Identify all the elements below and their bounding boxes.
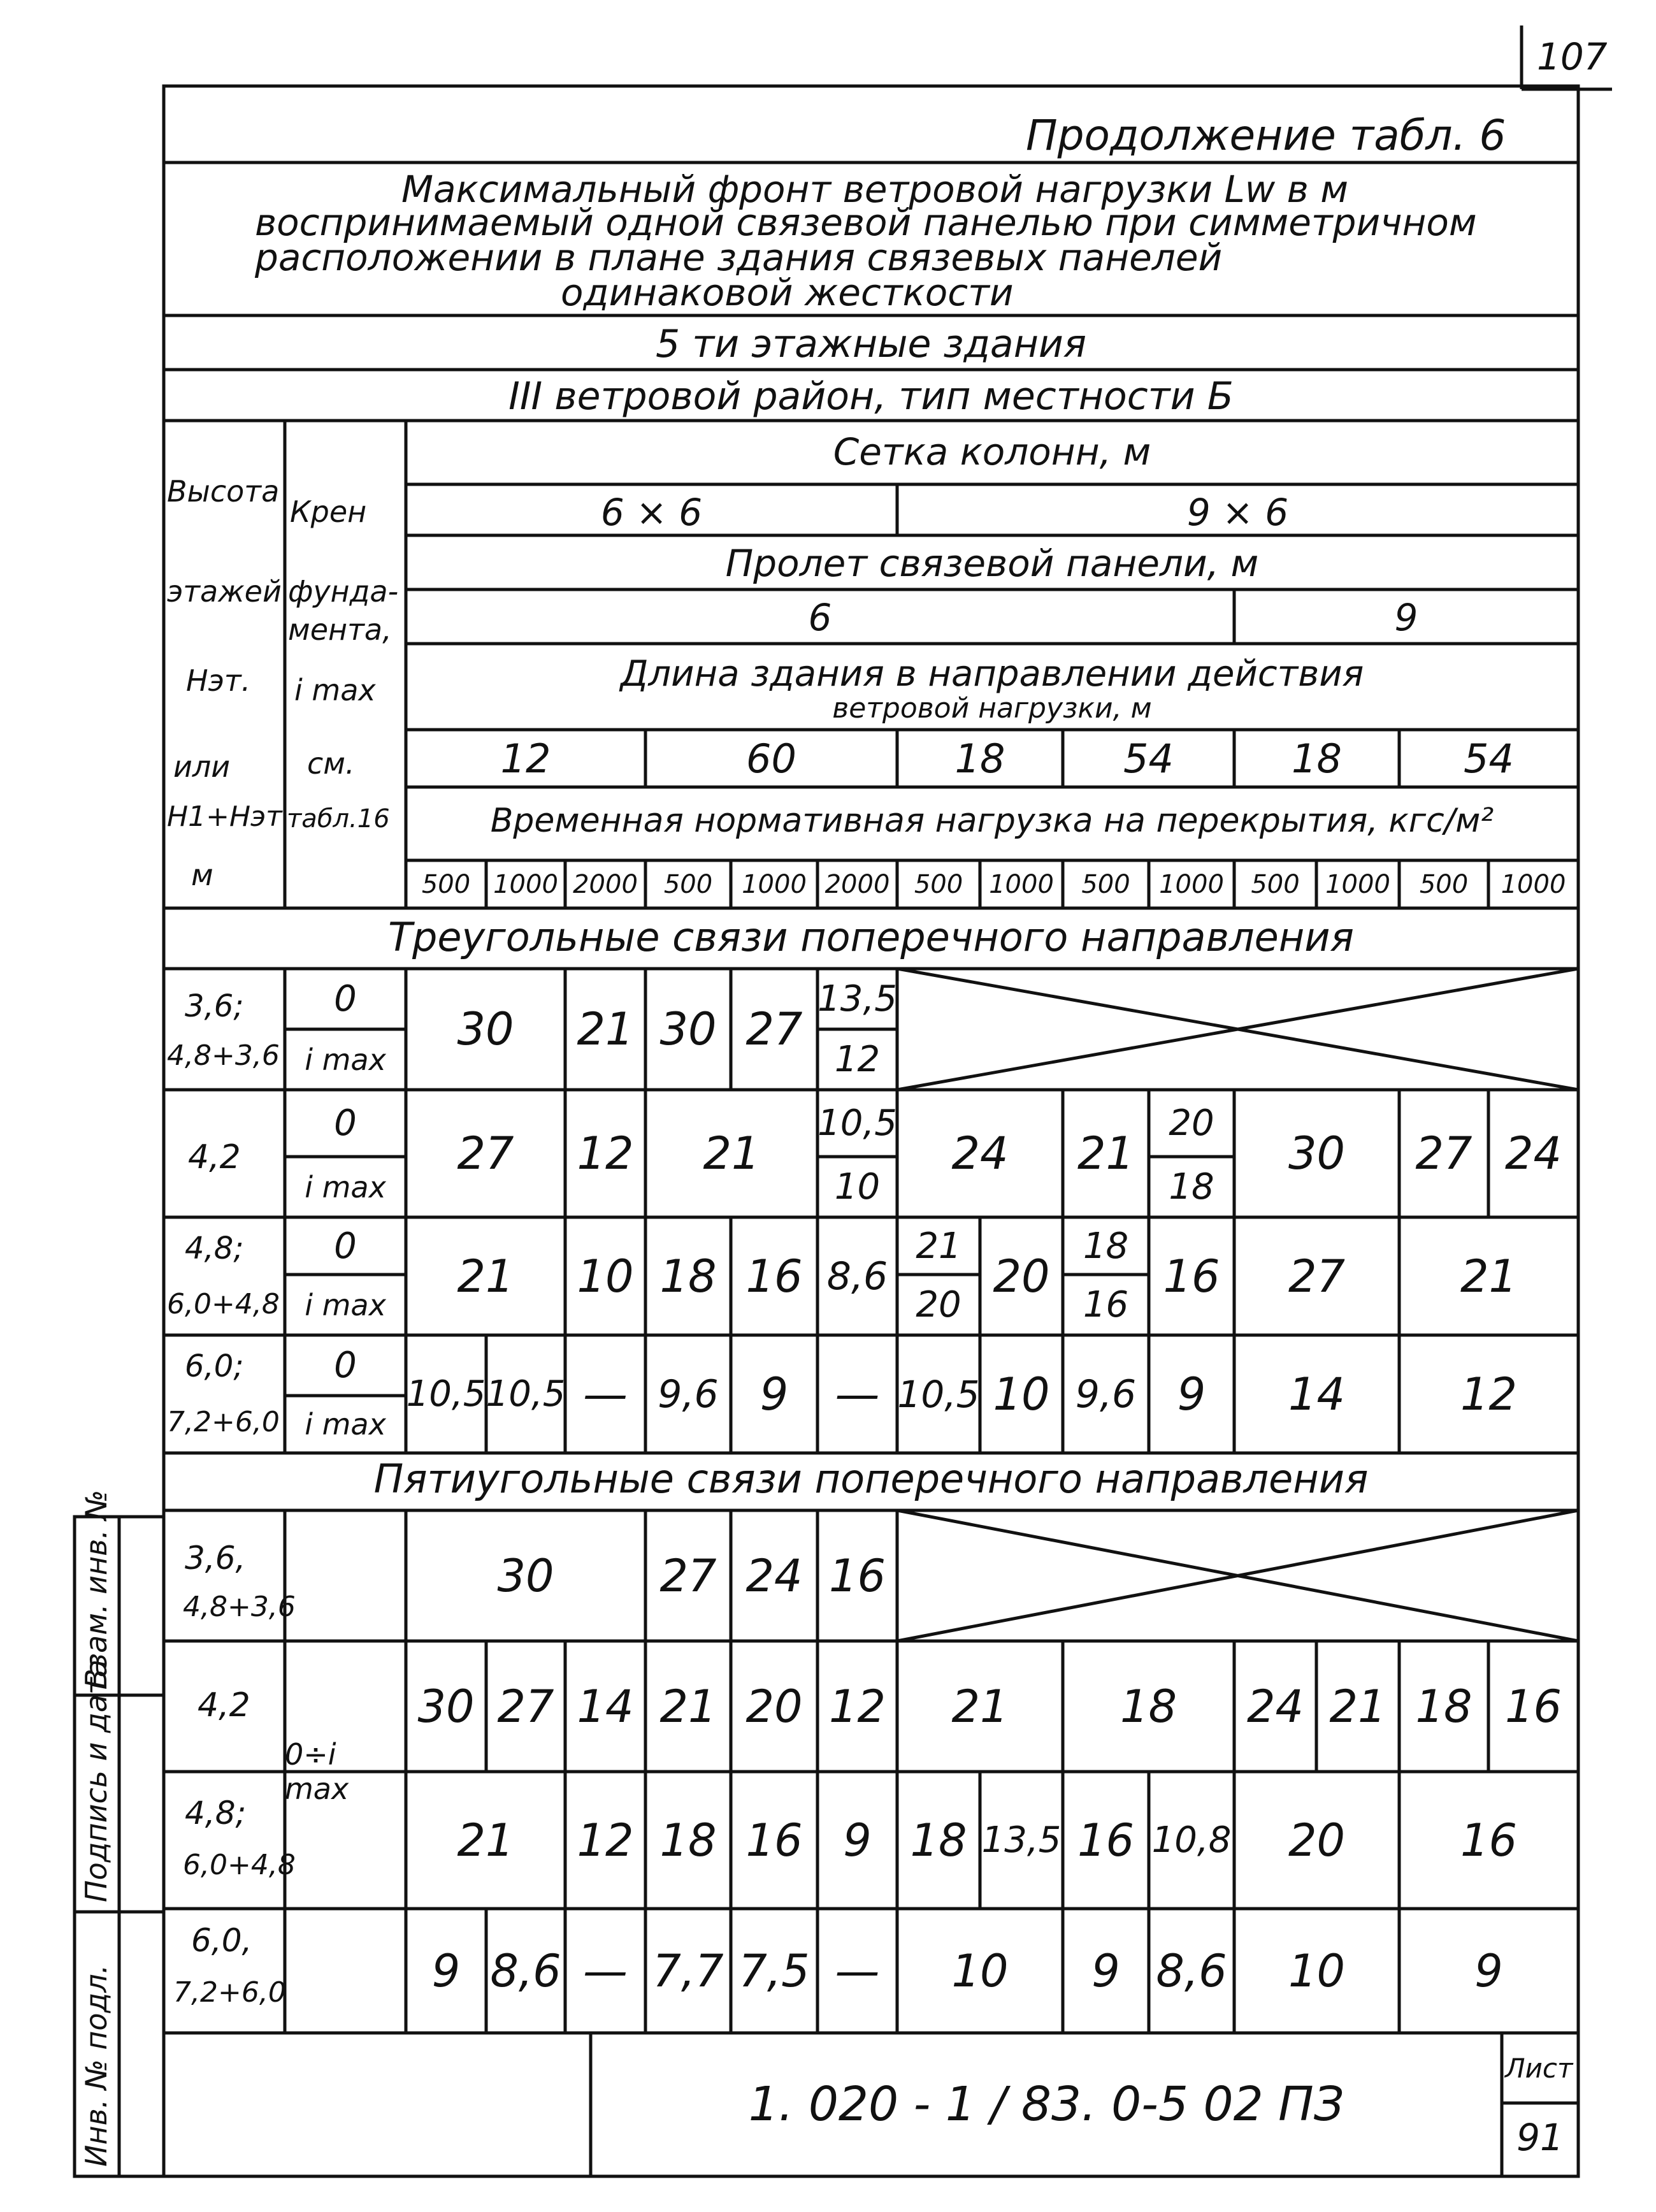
tilt-zero: 0 (334, 1102, 357, 1144)
value-cell: 27 (1288, 1250, 1346, 1303)
pent-height-4b: 7,2+6,0 (173, 1976, 286, 2009)
value-cell: 10,5 (406, 1373, 486, 1415)
title-line-1: Максимальный фронт ветровой нагрузки Lw в м (401, 168, 1349, 211)
value-cell: 20 (916, 1284, 961, 1326)
title-line-4: одинаковой жесткости (561, 271, 1014, 314)
wind-region: III ветровой район, тип местности Б (508, 374, 1234, 419)
continuation-label: Продолжение табл. 6 (1026, 111, 1506, 160)
value-cell: 10 (577, 1250, 634, 1303)
tri-height-3b: 6,0+4,8 (167, 1288, 280, 1320)
value-cell: 16 (1460, 1814, 1518, 1867)
tilt-range: 0÷i max (285, 1737, 349, 1806)
value-cell: 8,6 (490, 1944, 561, 1997)
value-cell: 16 (745, 1250, 803, 1303)
length-18a: 18 (954, 735, 1005, 782)
value-cell: 30 (497, 1549, 554, 1602)
title-line-2: воспринимаемый одной связевой панелью при симметричном (255, 201, 1477, 244)
value-cell: 18 (659, 1814, 717, 1867)
column-grid-9x6: 9 × 6 (1186, 491, 1289, 534)
value-cell: 13,5 (817, 978, 897, 1020)
building-type: 5 ти этажные здания (655, 322, 1087, 366)
value-cell: 12 (577, 1127, 634, 1180)
tilt-header-1: Крен (290, 495, 367, 529)
value-cell: 10,5 (486, 1373, 566, 1415)
tri-height-1b: 4,8+3,6 (167, 1039, 280, 1072)
value-cell: 8,6 (826, 1254, 888, 1299)
value-cell: 27 (659, 1549, 717, 1602)
value-cell: 16 (1077, 1814, 1135, 1867)
height-header-4: или (173, 749, 231, 784)
load-cell: 1000 (742, 869, 807, 899)
value-cell: 9 (431, 1944, 461, 1997)
tilt-zero: 0 (334, 1345, 357, 1386)
value-cell: 30 (417, 1680, 475, 1733)
stamp-inventory-label: Инв. № подл. (79, 1964, 113, 2167)
pent-height-3b: 6,0+4,8 (183, 1849, 296, 1881)
value-cell: 18 (659, 1250, 717, 1303)
value-cell: 27 (1415, 1127, 1472, 1180)
pent-height-1b: 4,8+3,6 (183, 1591, 296, 1623)
tri-height-2: 4,2 (188, 1138, 241, 1176)
value-cell: 9,6 (1075, 1371, 1137, 1417)
value-cell: 12 (577, 1814, 634, 1867)
value-cell: 8,6 (1156, 1944, 1227, 1997)
length-12: 12 (500, 735, 551, 782)
pent-height-1a: 3,6, (185, 1540, 246, 1577)
value-cell: 9 (1177, 1368, 1206, 1420)
load-cell: 500 (1081, 869, 1130, 899)
value-cell: 20 (745, 1680, 803, 1733)
value-cell: 21 (1077, 1127, 1135, 1180)
value-cell: 12 (1460, 1368, 1518, 1420)
sheet-number: 91 (1516, 2116, 1564, 2159)
value-cell: — (835, 1944, 880, 1997)
span-6: 6 (808, 596, 832, 639)
column-grid-6x6: 6 × 6 (600, 491, 703, 534)
value-cell: 13,5 (981, 1819, 1062, 1861)
value-cell: — (583, 1368, 628, 1420)
tilt-imax: i max (305, 1169, 386, 1204)
load-label: Временная нормативная нагрузка на перекрытия, кгс/м² (490, 802, 1494, 840)
height-header-2: этажей (167, 574, 282, 609)
value-cell: 10 (1288, 1944, 1346, 1997)
length-label-1: Длина здания в направлении действия (620, 653, 1364, 695)
load-cell: 500 (663, 869, 713, 899)
value-cell: 24 (745, 1549, 803, 1602)
height-header-6: м (191, 858, 213, 892)
height-header-1: Высота (167, 474, 280, 509)
value-cell: 21 (703, 1127, 760, 1180)
tilt-header-6: табл.16 (287, 804, 390, 834)
title-line-3: расположении в плане здания связевых панелей (255, 236, 1223, 279)
load-cell: 500 (421, 869, 471, 899)
value-cell: 7,5 (738, 1944, 810, 1997)
value-cell: 9 (1474, 1944, 1503, 1997)
value-cell: 18 (1169, 1166, 1214, 1208)
value-cell: 18 (1083, 1225, 1129, 1267)
document-code: 1. 020 - 1 / 83. 0-5 02 ПЗ (748, 2077, 1344, 2132)
value-cell: — (583, 1944, 628, 1997)
value-cell: 21 (457, 1814, 514, 1867)
value-cell: 27 (457, 1127, 514, 1180)
value-cell: 18 (910, 1814, 967, 1867)
tri-height-3a: 4,8; (185, 1231, 244, 1266)
value-cell: 16 (745, 1814, 803, 1867)
load-cell: 1000 (1325, 869, 1390, 899)
value-cell: 9 (1091, 1944, 1120, 1997)
load-cell: 1000 (989, 869, 1054, 899)
value-cell: 30 (457, 1003, 514, 1055)
value-cell: 20 (993, 1250, 1050, 1303)
tilt-zero: 0 (334, 978, 357, 1020)
span-9: 9 (1394, 596, 1418, 639)
length-18b: 18 (1292, 735, 1342, 782)
section-triangular: Треугольные связи поперечного направления (388, 914, 1354, 960)
value-cell: 9,6 (658, 1371, 719, 1417)
value-cell: 30 (1288, 1127, 1346, 1180)
value-cell: 9 (760, 1368, 789, 1420)
value-cell: 12 (834, 1039, 881, 1080)
value-cell: 16 (828, 1549, 886, 1602)
tilt-imax: i max (305, 1042, 386, 1077)
tilt-header-4: i max (294, 673, 376, 707)
tilt-header-3: мента, (288, 612, 392, 647)
height-header-5: H1+Нэт (167, 800, 282, 833)
load-cell: 2000 (573, 869, 638, 899)
stamp-signature-label: Подпись и дата (79, 1659, 113, 1902)
value-cell: 14 (577, 1680, 634, 1733)
value-cell: 21 (659, 1680, 717, 1733)
value-cell: 16 (1163, 1250, 1220, 1303)
value-cell: 27 (497, 1680, 554, 1733)
value-cell: 10 (993, 1368, 1050, 1420)
value-cell: 10,5 (897, 1372, 980, 1416)
value-cell: 24 (951, 1127, 1009, 1180)
value-cell: 10 (834, 1166, 881, 1208)
tri-height-4a: 6,0; (185, 1348, 244, 1384)
tilt-header-5: см. (307, 746, 355, 781)
tilt-zero: 0 (334, 1225, 357, 1267)
value-cell: 12 (828, 1680, 886, 1733)
pent-height-4a: 6,0, (191, 1922, 252, 1959)
tri-height-4b: 7,2+6,0 (167, 1406, 280, 1438)
value-cell: 14 (1288, 1368, 1346, 1420)
value-cell: — (835, 1368, 880, 1420)
tilt-imax: i max (305, 1287, 386, 1322)
value-cell: 18 (1415, 1680, 1472, 1733)
length-54b: 54 (1464, 735, 1514, 782)
value-cell: 18 (1120, 1680, 1177, 1733)
value-cell: 21 (951, 1680, 1009, 1733)
length-54a: 54 (1123, 735, 1174, 782)
length-60: 60 (746, 735, 796, 782)
pent-height-2: 4,2 (198, 1686, 250, 1724)
value-cell: 24 (1504, 1127, 1562, 1180)
value-cell: 20 (1169, 1102, 1214, 1144)
value-cell: 7,7 (652, 1944, 724, 1997)
load-cell: 2000 (824, 869, 890, 899)
load-cell: 1000 (1501, 869, 1566, 899)
load-cell: 500 (1419, 869, 1469, 899)
value-cell: 10 (951, 1944, 1009, 1997)
value-cell: 30 (659, 1003, 717, 1055)
value-cell: 10,5 (817, 1102, 897, 1144)
load-cell: 500 (1251, 869, 1300, 899)
value-cell: 21 (457, 1250, 514, 1303)
length-label-2: ветровой нагрузки, м (832, 692, 1152, 725)
load-cell: 500 (914, 869, 963, 899)
tilt-imax: i max (305, 1407, 386, 1442)
value-cell: 24 (1246, 1680, 1304, 1733)
value-cell: 21 (1460, 1250, 1518, 1303)
sheet-label: Лист (1505, 2053, 1573, 2084)
tilt-header-2: фунда- (288, 574, 399, 609)
value-cell: 10,8 (1151, 1819, 1232, 1861)
load-cell: 1000 (493, 869, 558, 899)
value-cell: 21 (916, 1225, 961, 1267)
height-header-3: Нэт. (186, 663, 251, 698)
value-cell: 27 (745, 1003, 803, 1055)
stamp-replacement-label: Взам. инв. № (79, 1489, 113, 1689)
tri-height-1a: 3,6; (185, 988, 244, 1024)
value-cell: 9 (843, 1814, 872, 1867)
page-number: 107 (1537, 35, 1608, 78)
column-grid-label: Сетка колонн, м (833, 430, 1151, 473)
value-cell: 20 (1288, 1814, 1346, 1867)
pent-height-3a: 4,8; (185, 1795, 247, 1832)
span-label: Пролет связевой панели, м (725, 542, 1259, 585)
value-cell: 16 (1504, 1680, 1562, 1733)
value-cell: 16 (1083, 1284, 1129, 1326)
section-pentagonal: Пятиугольные связи поперечного направления (373, 1456, 1369, 1502)
value-cell: 21 (1329, 1680, 1386, 1733)
value-cell: 21 (577, 1003, 634, 1055)
load-cell: 1000 (1159, 869, 1224, 899)
